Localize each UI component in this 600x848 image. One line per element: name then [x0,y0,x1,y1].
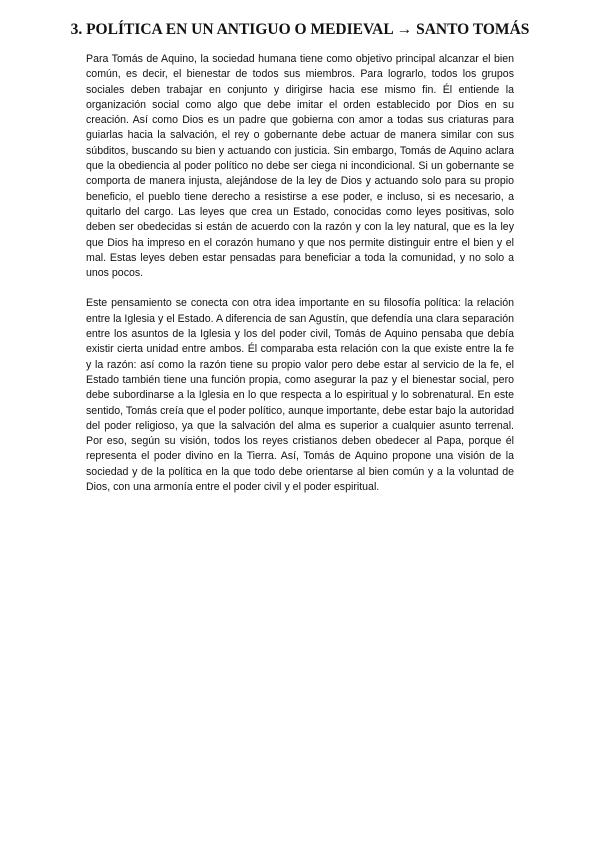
paragraph: Para Tomás de Aquino, la sociedad humana tiene como objetivo principal alcanzar el bien común, es decir, el bienestar de todos sus miembros. Para lograrlo, todos los grupos sociales deben trabajar en conjunto y dirigirse hacia ese mismo fin. Él entiende la organización social como algo que debe imitar el orden establecido por Dios en su creación. Así como Dios es un padre que gobierna con amor a todas sus criaturas para guiarlas hacia la salvación, el rey o gobernante debe actuar de manera similar con sus súbditos, buscando su bien y actuando con justicia. Sin embargo, Tomás de Aquino aclara que la obediencia al poder político no debe ser ciega ni incondicional. Si un gobernante se comporta de manera injusta, alejándose de la ley de Dios y actuando solo para su propio beneficio, el pueblo tiene derecho a resistirse a ese poder, e incluso, si es necesario, a quitarlo del cargo. Las leyes que crea un Estado, conocidas como leyes positivas, solo deben ser obedecidas si están de acuerdo con la razón y con la ley natural, que es la ley que Dios ha impreso en el corazón humano y que nos permite distinguir entre el bien y el mal. Estas leyes deben estar pensadas para beneficiar a toda la comunidad, y no solo a unos pocos. [86,53,514,280]
document-body [86,52,514,510]
paragraph: Este pensamiento se conecta con otra idea importante en su filosofía política: la relación entre la Iglesia y el Estado. A diferencia de san Agustín, que defendía una clara separación entre los asuntos de la Iglesia y los del poder civil, Tomás de Aquino pensaba que debía existir cierta unidad entre ambos. Él comparaba esta relación con la que existe entre la fe y la razón: así como la razón tiene su propio valor pero debe estar al servicio de la fe, el Estado también tiene una función propia, como asegurar la paz y el bienestar social, pero debe subordinarse a la Iglesia en lo que respecta a lo espiritual y lo sobrenatural. En este sentido, Tomás creía que el poder político, aunque importante, debe estar bajo la autoridad del poder religioso, ya que la salvación del alma es superior a cualquier asunto terrenal. Por eso, según su visión, todos los reyes cristianos deben obedecer al Papa, porque él representa el poder divino en la Tierra. Así, Tomás de Aquino propone una visión de la sociedad y de la política en la que todo debe orientarse al bien común y a la voluntad de Dios, con una armonía entre el poder civil y el poder espiritual. [86,297,514,494]
section-title: 3. POLÍTICA EN UN ANTIGUO O MEDIEVAL → SANTO TOMÁS [70,21,530,38]
